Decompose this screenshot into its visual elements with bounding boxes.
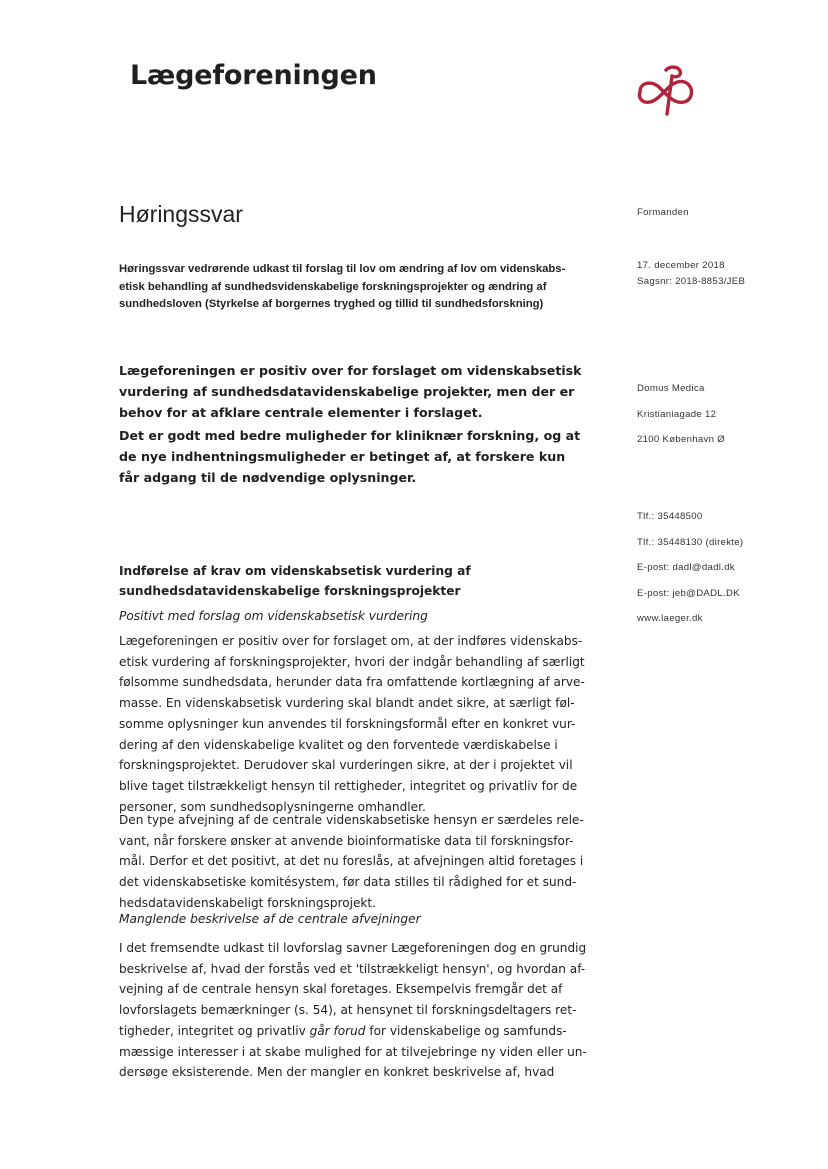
paragraph-line: dering af den videnskabelige kvalitet og den forventede værdiskabelse i	[119, 737, 558, 752]
paragraph-line: hedsdatavidenskabeligt forskningsprojekt.	[119, 895, 376, 910]
paragraph-line-start: tigheder, integritet og privatliv	[119, 1023, 310, 1038]
phone-main: Tlf.: 35448500	[637, 511, 703, 522]
paragraph-line: I det fremsendte udkast til lovforslag savner Lægeforeningen dog en grundig	[119, 941, 587, 955]
paragraph-line: det videnskabsetiske komitésystem, før data stilles til rådighed for et sund-	[119, 875, 577, 890]
email-general[interactable]: E-post: dadl@dadl.dk	[637, 562, 735, 573]
document-subject: Høringssvar vedrørende udkast til forslag til lov om ændring af lov om videnskabs-etisk behandling af sundhedsvidenskabelige forskningsprojekter og ændring af sundhedsloven (Styrkelse af borgernes tryghed og tillid til sundhedsforskning)	[119, 263, 566, 310]
section-heading: Indførelse af krav om videnskabsetisk vurdering af sundhedsdatavidenskabelige forskningsprojekter	[119, 564, 471, 598]
sub-heading-missing-description: Manglende beskrivelse af de centrale afvejninger	[119, 912, 421, 926]
emphasis-text: går forud	[309, 1023, 366, 1038]
serpent-staff-logo-icon	[634, 62, 696, 116]
paragraph-line: mål. Derfor et det positivt, at det nu foreslås, at afvejningen altid foretages i	[119, 854, 584, 869]
paragraph-line: Den type afvejning af de centrale videnskabsetiske hensyn er særdeles rele-	[119, 813, 584, 827]
paragraph-line: etisk vurdering af forskningsprojekter, hvori der indgår behandling af særligt	[119, 654, 585, 669]
contact-block	[637, 504, 817, 632]
email-direct[interactable]: E-post: jeb@DADL.DK	[637, 587, 740, 599]
paragraph-line: lovforslagets bemærkninger (s. 54), at hensynet til forskningsdeltagers ret-	[119, 1003, 577, 1018]
paragraph-line: dersøge eksisterende. Men der mangler en konkret beskrivelse af, hvad	[119, 1065, 555, 1080]
paragraph-line: følsomme sundhedsdata, herunder data fra omfattende kortlægning af arve-	[119, 675, 585, 690]
paragraph-line: beskrivelse af, hvad der forstås ved et 'tilstrækkeligt hensyn', og hvordan af-	[119, 961, 586, 976]
address-line: Kristianiagade 12	[637, 408, 717, 420]
lead-summary-2: Det er godt med bedre muligheder for kliniknær forskning, og at de nye indhentningsmuligheder er betinget af, at forskere kun får adgang til de nødvendige oplysninger.	[119, 428, 581, 485]
lead-summary-1: Lægeforeningen er positiv over for forslaget om videnskabsetisk vurdering af sundhedsdatavidenskabelige projekter, men der er behov for at afklare centrale elementer i forslaget.	[119, 363, 582, 420]
paragraph-line: forskningsprojektet. Derudover skal vurderingen sikre, at der i projektet vil	[119, 758, 573, 773]
case-number: Sagsnr: 2018-8853/JEB	[637, 276, 746, 287]
paragraph-line	[119, 1021, 589, 1042]
sender-role: Formanden	[637, 207, 689, 218]
paragraph-line: Lægeforeningen er positiv over for forslaget om, at der indføres videnskabs-	[119, 634, 583, 648]
body-paragraph-1	[119, 631, 589, 817]
paragraph-line: somme oplysninger kun anvendes til forskningsformål efter en konkret vur-	[119, 716, 576, 731]
organization-name: Lægeforeningen	[130, 60, 377, 91]
paragraph-line: mæssige interesser i at skabe mulighed for at tilvejebringe ny viden eller un-	[119, 1044, 587, 1059]
address-block	[637, 376, 817, 453]
date-block	[637, 258, 817, 290]
body-paragraph-3	[119, 938, 589, 1083]
document-title: Høringssvar	[119, 201, 243, 227]
paragraph-line: vejning af de centrale hensyn skal foretages. Eksempelvis fremgår det af	[119, 982, 563, 997]
address-line: Domus Medica	[637, 383, 705, 394]
body-paragraph-2	[119, 810, 589, 914]
phone-direct: Tlf.: 35448130 (direkte)	[637, 536, 744, 548]
paragraph-line: personer, som sundhedsoplysningerne omhandler.	[119, 799, 426, 814]
paragraph-line: blive taget tilstrækkeligt hensyn til rettigheder, integritet og privatliv for de	[119, 778, 578, 793]
website-link[interactable]: www.laeger.dk	[637, 613, 703, 624]
paragraph-line: vant, når forskere ønsker at anvende bioinformatiske data til forskningsfor-	[119, 833, 574, 848]
sub-heading-positive: Positivt med forslag om videnskabsetisk vurdering	[119, 609, 428, 623]
address-line: 2100 København Ø	[637, 434, 726, 445]
paragraph-line: masse. En videnskabsetisk vurdering skal blandt andet sikre, at særligt føl-	[119, 696, 575, 711]
document-date: 17. december 2018	[637, 260, 725, 271]
paragraph-line-end: for videnskabelige og samfunds-	[369, 1023, 567, 1038]
